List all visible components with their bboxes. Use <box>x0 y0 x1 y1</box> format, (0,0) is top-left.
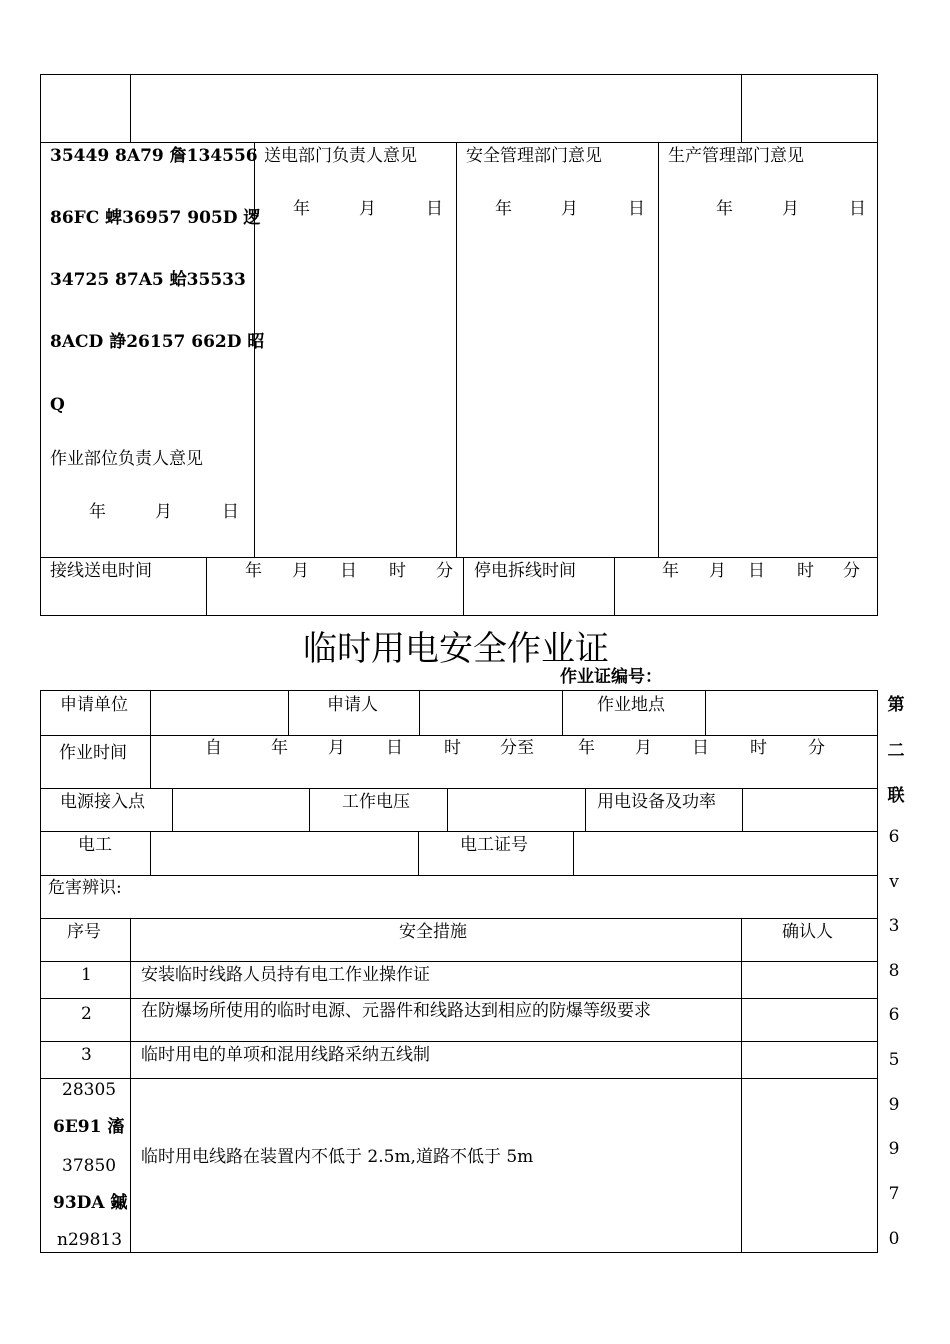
date-day: 日 <box>340 561 357 581</box>
work-time-label: 作业时间 <box>59 743 127 763</box>
date-day: 日 <box>386 738 403 758</box>
connect-time-label: 接线送电时间 <box>50 561 152 581</box>
date-month: 月 <box>635 738 652 758</box>
time-hour: 时 <box>444 738 461 758</box>
permit-number-label: 作业证编号： <box>560 667 662 687</box>
time-minute-to: 分至 <box>500 738 534 758</box>
applicant-label: 申请人 <box>327 695 378 715</box>
date-year: 年 <box>662 561 679 581</box>
measure-row-text: 临时用电线路在装置内不低于 2.5m,道路不低于 5m <box>141 1147 534 1167</box>
row4-code-line: 93DA 鏚 <box>53 1193 128 1213</box>
date-year: 年 <box>716 199 733 219</box>
side-code-char: 6 <box>888 1005 900 1025</box>
side-code-char: 9 <box>888 1139 900 1159</box>
working-voltage-field[interactable] <box>449 790 583 829</box>
measure-row-number: 3 <box>81 1045 92 1065</box>
left-code-line: 86FC 蜱36957 905D 逻 <box>50 208 261 228</box>
power-dept-opinion-label: 送电部门负责人意见 <box>264 146 417 166</box>
electrician-cert-label: 电工证号 <box>460 835 528 855</box>
time-hour: 时 <box>750 738 767 758</box>
measure-row-text: 临时用电的单项和混用线路采纳五线制 <box>141 1045 430 1065</box>
side-code-char: 0 <box>888 1229 900 1249</box>
work-location-field[interactable] <box>707 692 875 733</box>
working-voltage-label: 工作电压 <box>342 792 410 812</box>
applicant-unit-field[interactable] <box>152 692 286 733</box>
date-year: 年 <box>271 738 288 758</box>
electrician-label: 电工 <box>78 835 112 855</box>
date-day: 日 <box>849 199 866 219</box>
date-day: 日 <box>628 199 645 219</box>
time-hour: 时 <box>797 561 814 581</box>
safety-dept-opinion-label: 安全管理部门意见 <box>466 146 602 166</box>
side-code-char: 7 <box>888 1184 900 1204</box>
measure-row-confirm-field[interactable] <box>743 1080 875 1250</box>
measure-row-confirm-field[interactable] <box>743 963 875 996</box>
date-year: 年 <box>293 199 310 219</box>
date-year: 年 <box>89 502 106 522</box>
row4-code-line: 37850 <box>62 1156 117 1176</box>
time-from: 自 <box>205 738 222 758</box>
row4-code-line: 6E91 滀 <box>53 1117 125 1137</box>
date-day: 日 <box>222 502 239 522</box>
date-month: 月 <box>561 199 578 219</box>
side-code-char: 3 <box>888 916 900 936</box>
date-day: 日 <box>692 738 709 758</box>
date-day: 日 <box>748 561 765 581</box>
col-header-confirm: 确认人 <box>782 922 833 942</box>
power-access-point-label: 电源接入点 <box>60 792 145 812</box>
side-copy-label: 二 <box>887 741 905 761</box>
side-code-char: v <box>889 872 899 892</box>
row4-code-line: n29813 <box>57 1230 123 1250</box>
side-code-char: 9 <box>888 1095 900 1115</box>
col-header-measures: 安全措施 <box>399 922 467 942</box>
measure-row-confirm-field[interactable] <box>743 1043 875 1076</box>
measure-row-number: 2 <box>81 1004 92 1024</box>
date-year: 年 <box>578 738 595 758</box>
date-month: 月 <box>292 561 309 581</box>
disconnect-time-label: 停电拆线时间 <box>474 561 576 581</box>
left-code-line: 8ACD 諍26157 662D 昭 <box>50 332 265 352</box>
electrician-cert-field[interactable] <box>575 833 875 873</box>
col-header-no: 序号 <box>67 922 101 942</box>
date-year: 年 <box>495 199 512 219</box>
measure-row-confirm-field[interactable] <box>743 1000 875 1039</box>
measure-row-text: 在防爆场所使用的临时电源、元器件和线路达到相应的防爆等级要求 <box>141 1001 651 1021</box>
date-day: 日 <box>426 199 443 219</box>
left-code-line: 35449 8A79 詹134556 <box>50 146 258 166</box>
date-month: 月 <box>359 199 376 219</box>
work-location-label: 作业地点 <box>597 695 665 715</box>
time-minute: 分 <box>808 738 825 758</box>
time-hour: 时 <box>389 561 406 581</box>
left-code-line: Q <box>50 395 65 415</box>
worksite-head-opinion-label: 作业部位负责人意见 <box>50 449 203 469</box>
date-year: 年 <box>245 561 262 581</box>
power-access-point-field[interactable] <box>174 790 307 829</box>
applicant-field[interactable] <box>421 692 560 733</box>
form-title: 临时用电安全作业证 <box>303 629 609 669</box>
hazard-identification-label: 危害辨识: <box>48 878 122 898</box>
measure-row-number: 1 <box>81 965 92 985</box>
side-code-char: 5 <box>888 1050 900 1070</box>
date-month: 月 <box>709 561 726 581</box>
measure-row-text: 安装临时线路人员持有电工作业操作证 <box>141 965 430 985</box>
date-month: 月 <box>782 199 799 219</box>
date-month: 月 <box>328 738 345 758</box>
date-month: 月 <box>155 502 172 522</box>
side-code-char: 6 <box>888 827 900 847</box>
equipment-power-field[interactable] <box>744 790 875 829</box>
electrician-field[interactable] <box>152 833 416 873</box>
equipment-power-label: 用电设备及功率 <box>597 792 716 812</box>
applicant-unit-label: 申请单位 <box>60 695 128 715</box>
side-copy-label: 第 <box>887 695 905 715</box>
row4-code-line: 28305 <box>62 1080 117 1100</box>
production-dept-opinion-label: 生产管理部门意见 <box>668 146 804 166</box>
time-minute: 分 <box>843 561 860 581</box>
side-copy-label: 联 <box>887 786 905 806</box>
left-code-line: 34725 87A5 蛤35533 <box>50 270 246 290</box>
side-code-char: 8 <box>888 961 900 981</box>
time-minute: 分 <box>436 561 453 581</box>
